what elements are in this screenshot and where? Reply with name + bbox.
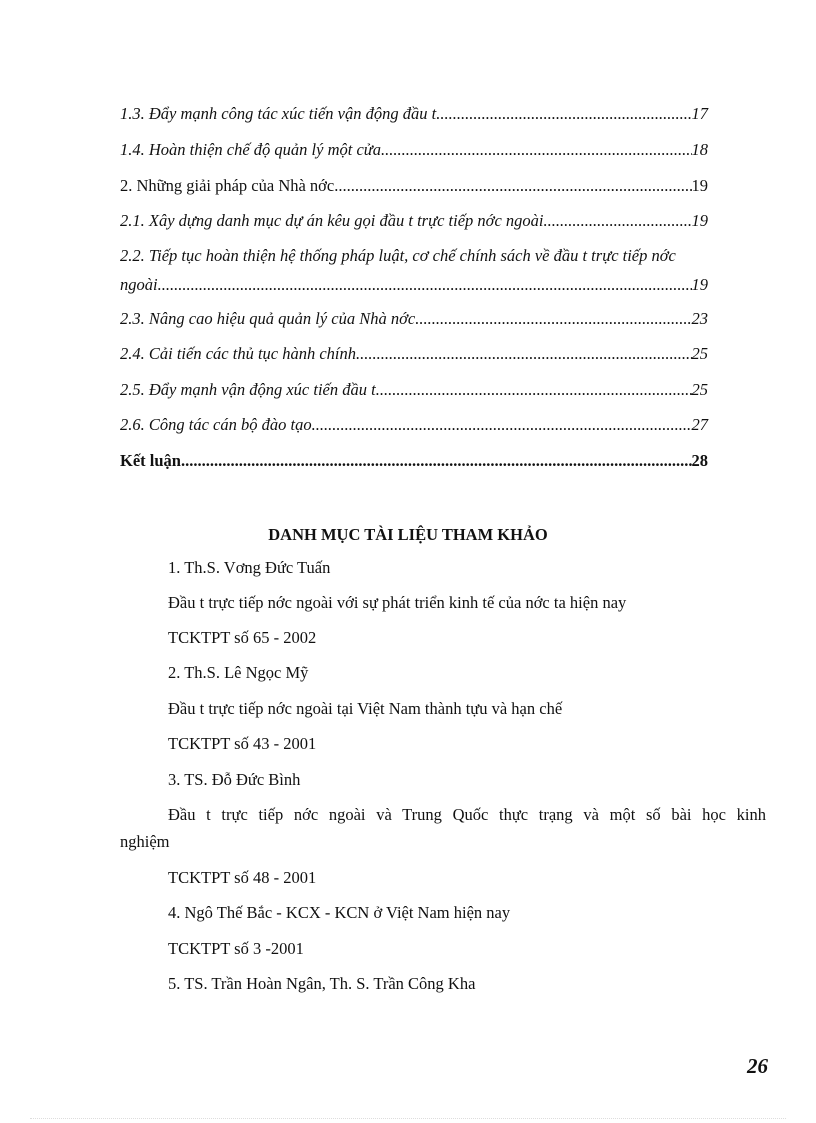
toc-entry[interactable]: [120, 344, 708, 364]
toc-entry-page: 23: [691, 309, 708, 328]
toc-entry-page: 25: [691, 380, 708, 399]
toc-entry-page: 25: [691, 344, 708, 363]
toc-entry-page: 19: [691, 275, 708, 294]
toc-entry[interactable]: [120, 451, 708, 471]
toc-entry-title: 2.4. Cải tiến các thủ tục hành chính: [120, 344, 357, 363]
toc-entry[interactable]: [120, 104, 708, 124]
toc-entry-title: 2.5. Đẩy mạnh vận động xúc tiến đầu t: [120, 380, 376, 399]
reference-author: 1. Th.S. Vơng Đức Tuấn: [168, 558, 331, 577]
toc-leader: [334, 176, 691, 196]
toc-entry-title: 1.3. Đẩy mạnh công tác xúc tiến vận động đầu t: [120, 104, 437, 123]
toc-leader: [181, 451, 692, 471]
toc-entry-title: Kết luận: [120, 451, 181, 470]
toc-entry-page: 18: [691, 140, 708, 159]
toc-entry-page: 17: [691, 104, 708, 123]
toc-entry-title: 2.6. Công tác cán bộ đào tạo: [120, 415, 312, 434]
reference-author: 3. TS. Đỗ Đức Bình: [168, 770, 301, 789]
toc-entry[interactable]: [120, 176, 708, 196]
toc-entry[interactable]: [120, 309, 708, 329]
reference-author: 2. Th.S. Lê Ngọc Mỹ: [168, 663, 309, 682]
page-bottom-border: [30, 1118, 786, 1119]
reference-title: Đầu t trực tiếp nớc ngoài với sự phát triển kinh tế của nớc ta hiện nay: [168, 593, 627, 612]
reference-author: 5. TS. Trần Hoàn Ngân, Th. S. Trần Công Kha: [168, 974, 476, 993]
reference-source: TCKTPT số 65 - 2002: [168, 628, 317, 647]
toc-leader: [356, 344, 691, 364]
toc-leader: [376, 380, 692, 400]
reference-source: TCKTPT số 3 -2001: [168, 939, 304, 958]
toc-entry-page: 19: [691, 211, 708, 230]
reference-source: TCKTPT số 48 - 2001: [168, 868, 317, 887]
reference-title-continued: nghiệm: [120, 832, 170, 851]
toc-leader: [415, 309, 691, 329]
reference-title: Đầu t trực tiếp nớc ngoài và Trung Quốc thực trạng và một số bài học kinh: [168, 805, 766, 824]
toc-leader: [436, 104, 691, 124]
toc-entry-title-line2: ngoài: [120, 275, 158, 294]
toc-entry-title: 2.1. Xây dựng danh mục dự án kêu gọi đầu t trực tiếp nớc ngoài: [120, 211, 544, 230]
page-number: 26: [747, 1054, 768, 1078]
toc-entry[interactable]: [120, 415, 708, 435]
toc-entry[interactable]: [120, 275, 708, 295]
toc-entry[interactable]: [120, 211, 708, 231]
toc-entry-title-line1[interactable]: 2.2. Tiếp tục hoàn thiện hệ thống pháp luật, cơ chế chính sách về đầu t trực tiếp nớc: [120, 246, 676, 265]
toc-leader: [158, 275, 692, 295]
toc-entry-page: 28: [691, 451, 708, 470]
toc-entry-page: 27: [691, 415, 708, 434]
toc-entry-page: 19: [691, 176, 708, 195]
reference-source: TCKTPT số 43 - 2001: [168, 734, 317, 753]
toc-entry-title: 2. Những giải pháp của Nhà nớc: [120, 176, 335, 195]
toc-entry[interactable]: [120, 140, 708, 160]
reference-title: Đầu t trực tiếp nớc ngoài tại Việt Nam thành tựu và hạn chế: [168, 699, 563, 718]
toc-entry-title: 2.3. Nâng cao hiệu quả quản lý của Nhà nớc: [120, 309, 416, 328]
toc-leader: [381, 140, 691, 160]
toc-entry[interactable]: [120, 380, 708, 400]
toc-leader: [544, 211, 692, 231]
references-heading: DANH MỤC TÀI LIỆU THAM KHẢO: [268, 525, 548, 544]
toc-leader: [312, 415, 692, 435]
reference-entry: 4. Ngô Thế Bắc - KCX - KCN ở Việt Nam hiện nay: [168, 903, 511, 922]
toc-entry-title: 1.4. Hoàn thiện chế độ quản lý một cửa: [120, 140, 382, 159]
